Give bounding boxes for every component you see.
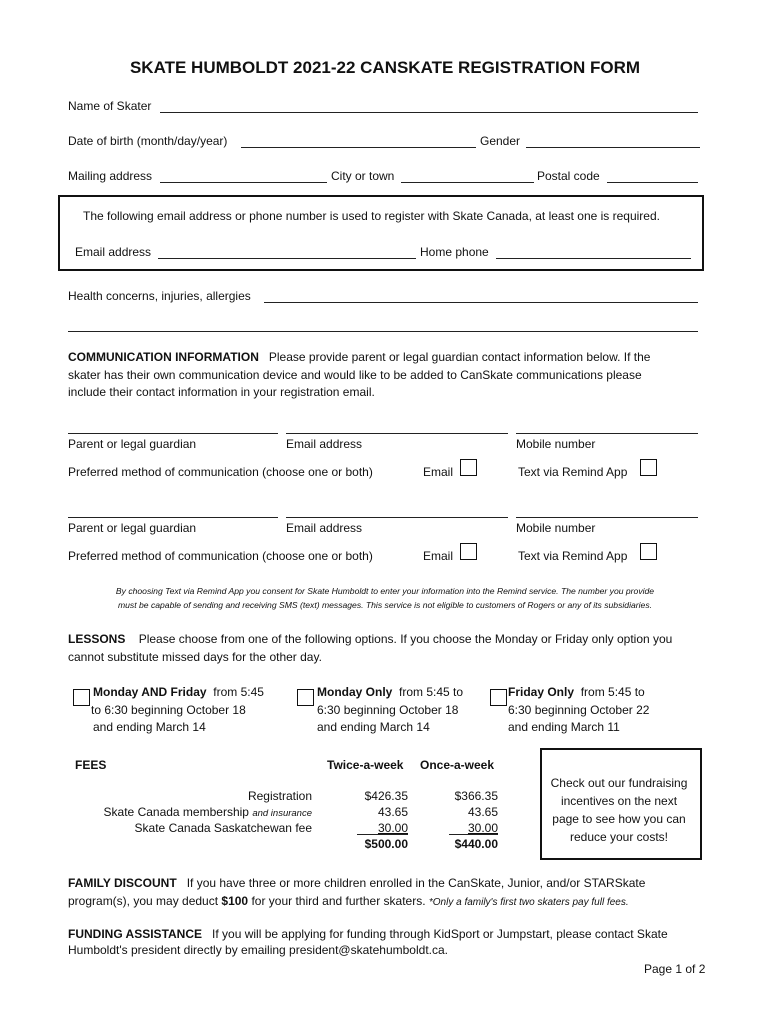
guardian-2-mobile-label: Mobile number (516, 521, 596, 535)
fee-membership-label (60, 805, 312, 819)
lesson-option-monday-checkbox[interactable] (297, 689, 314, 706)
family-discount-note: *Only a family's first two skaters pay full fees. (428, 897, 629, 908)
lesson-option-monday-friday (93, 684, 264, 737)
fees-col-twice: Twice-a-week (327, 758, 404, 772)
guardian-2-email-checkbox[interactable] (460, 543, 477, 560)
guardian-1-name-field[interactable] (68, 433, 278, 434)
city-label: City or town (331, 169, 395, 183)
fee-registration-once: $366.35 (454, 789, 498, 803)
fee-sask-twice: 30.00 (377, 821, 408, 835)
dob-field[interactable] (241, 147, 476, 148)
guardian-1-email-option-label: Email (423, 465, 454, 479)
guardian-1-email-label: Email address (286, 437, 363, 451)
guardian-2-mobile-field[interactable] (516, 517, 698, 518)
postal-label: Postal code (537, 169, 600, 183)
family-discount-line-2 (68, 894, 629, 908)
gender-label: Gender (480, 134, 521, 148)
funding-text-2: Humboldt's president directly by emailing president@skatehumboldt.ca. (68, 943, 448, 957)
fee-sask-once: 30.00 (467, 821, 498, 835)
guardian-2-text-checkbox[interactable] (640, 543, 657, 560)
skater-name-label: Name of Skater (68, 99, 152, 113)
lesson-option-1-line2: to 6:30 beginning October 18 (91, 702, 246, 717)
health-field-line2[interactable] (68, 331, 698, 332)
fundraising-line-4: reduce your costs! (569, 830, 669, 844)
fee-sask-label: Skate Canada Saskatchewan fee (134, 821, 312, 835)
lesson-option-1-line3: and ending March 14 (93, 720, 206, 734)
communication-text-2: skater has their own communication device and would like to be added to CanSkate communications please (68, 368, 642, 382)
lesson-option-3-name: Friday Only (508, 685, 575, 699)
lessons-text-1: Please choose from one of the following options. If you choose the Monday or Friday only option you (138, 632, 673, 646)
guardian-2-label: Parent or legal guardian (68, 521, 197, 535)
gender-field[interactable] (526, 147, 700, 148)
communication-heading: COMMUNICATION INFORMATION (68, 350, 259, 364)
guardian-1-text-option-label: Text via Remind App (518, 465, 628, 479)
fundraising-line-3: page to see how you can (552, 812, 686, 826)
family-discount-line-1 (68, 876, 645, 890)
health-label: Health concerns, injuries, allergies (68, 289, 251, 303)
lesson-option-friday-checkbox[interactable] (490, 689, 507, 706)
email-box-note: The following email address or phone number is used to register with Skate Canada, at least one is required. (83, 209, 660, 223)
lesson-option-monday-friday-checkbox[interactable] (73, 689, 90, 706)
guardian-1-mobile-label: Mobile number (516, 437, 596, 451)
fee-membership-suffix: and insurance (252, 808, 312, 819)
skater-name-field[interactable] (160, 112, 698, 113)
guardian-2-email-option-label: Email (423, 549, 454, 563)
fee-membership-once: 43.65 (467, 805, 498, 819)
email-phone-box (58, 195, 704, 271)
mailing-label: Mailing address (68, 169, 153, 183)
guardian-2-email-label: Email address (286, 521, 363, 535)
family-discount-amount: $100 (221, 894, 249, 908)
family-discount-text-1: If you have three or more children enrolled in the CanSkate, Junior, and/or STARSkate (186, 876, 646, 890)
email-label: Email address (75, 245, 152, 259)
guardian-1-preferred-label: Preferred method of communication (choose one or both) (68, 465, 373, 479)
home-phone-field[interactable] (496, 258, 691, 259)
fundraising-line-1: Check out our fundraising (550, 776, 688, 790)
fee-membership-twice: 43.65 (377, 805, 408, 819)
fundraising-line-2: incentives on the next (560, 794, 678, 808)
lesson-option-3-time: from 5:45 to (580, 685, 645, 699)
lesson-option-friday (508, 684, 649, 737)
guardian-1-email-field[interactable] (286, 433, 508, 434)
lessons-text-2: cannot substitute missed days for the other day. (68, 650, 322, 664)
guardian-1-label: Parent or legal guardian (68, 437, 197, 451)
remind-disclaimer-1: By choosing Text via Remind App you consent for Skate Humboldt to enter your information into the Remind service. The number you provide (115, 586, 655, 596)
funding-line-1 (68, 927, 668, 941)
fundraising-text (542, 774, 696, 846)
email-field[interactable] (158, 258, 416, 259)
communication-intro (68, 350, 650, 364)
lesson-option-2-line2: 6:30 beginning October 18 (317, 702, 459, 717)
postal-field[interactable] (607, 182, 698, 183)
lesson-option-1-time: from 5:45 (213, 685, 264, 699)
funding-text-1: If you will be applying for funding through KidSport or Jumpstart, please contact Skate (212, 927, 668, 941)
page-title: SKATE HUMBOLDT 2021-22 CANSKATE REGISTRATION FORM (129, 58, 641, 77)
lesson-option-monday (317, 684, 463, 737)
fee-total-twice: $500.00 (364, 837, 408, 851)
funding-heading: FUNDING ASSISTANCE (68, 927, 203, 941)
lesson-option-3-line3: and ending March 11 (508, 720, 620, 734)
twice-subtotal-rule (357, 834, 408, 835)
family-discount-text-2a: program(s), you may deduct (68, 894, 219, 908)
dob-label: Date of birth (month/day/year) (68, 134, 228, 148)
guardian-1-email-checkbox[interactable] (460, 459, 477, 476)
once-subtotal-rule (449, 834, 498, 835)
fee-membership-text: Skate Canada membership (103, 805, 249, 819)
lessons-heading: LESSONS (68, 632, 126, 646)
guardian-2-email-field[interactable] (286, 517, 508, 518)
page-number: Page 1 of 2 (644, 962, 706, 976)
lesson-option-2-name: Monday Only (317, 685, 393, 699)
lesson-option-1-name: Monday AND Friday (93, 685, 207, 699)
communication-text-1: Please provide parent or legal guardian contact information below. If the (268, 350, 651, 364)
lessons-intro (68, 632, 672, 646)
city-field[interactable] (401, 182, 534, 183)
fee-total-once: $440.00 (454, 837, 498, 851)
mailing-field[interactable] (160, 182, 327, 183)
fee-registration-twice: $426.35 (364, 789, 408, 803)
family-discount-text-2b: for your third and further skaters. (251, 894, 426, 908)
communication-text-3: include their contact information in your registration email. (68, 385, 375, 399)
guardian-1-mobile-field[interactable] (516, 433, 698, 434)
lesson-option-2-line3: and ending March 14 (317, 720, 430, 734)
fee-registration-label: Registration (247, 789, 312, 803)
fees-col-once: Once-a-week (420, 758, 495, 772)
family-discount-heading: FAMILY DISCOUNT (68, 876, 177, 890)
guardian-2-name-field[interactable] (68, 517, 278, 518)
fees-heading: FEES (75, 758, 107, 772)
lesson-option-3-line2: 6:30 beginning October 22 (508, 702, 650, 717)
health-field[interactable] (264, 302, 698, 303)
remind-disclaimer-2: must be capable of sending and receiving SMS (text) messages. This service is not eligible to customers of Rogers or any of its subsidiaries. (117, 600, 652, 610)
guardian-2-text-option-label: Text via Remind App (518, 549, 628, 563)
home-phone-label: Home phone (420, 245, 489, 259)
lesson-option-2-time: from 5:45 to (399, 685, 464, 699)
guardian-2-preferred-label: Preferred method of communication (choose one or both) (68, 549, 373, 563)
guardian-1-text-checkbox[interactable] (640, 459, 657, 476)
